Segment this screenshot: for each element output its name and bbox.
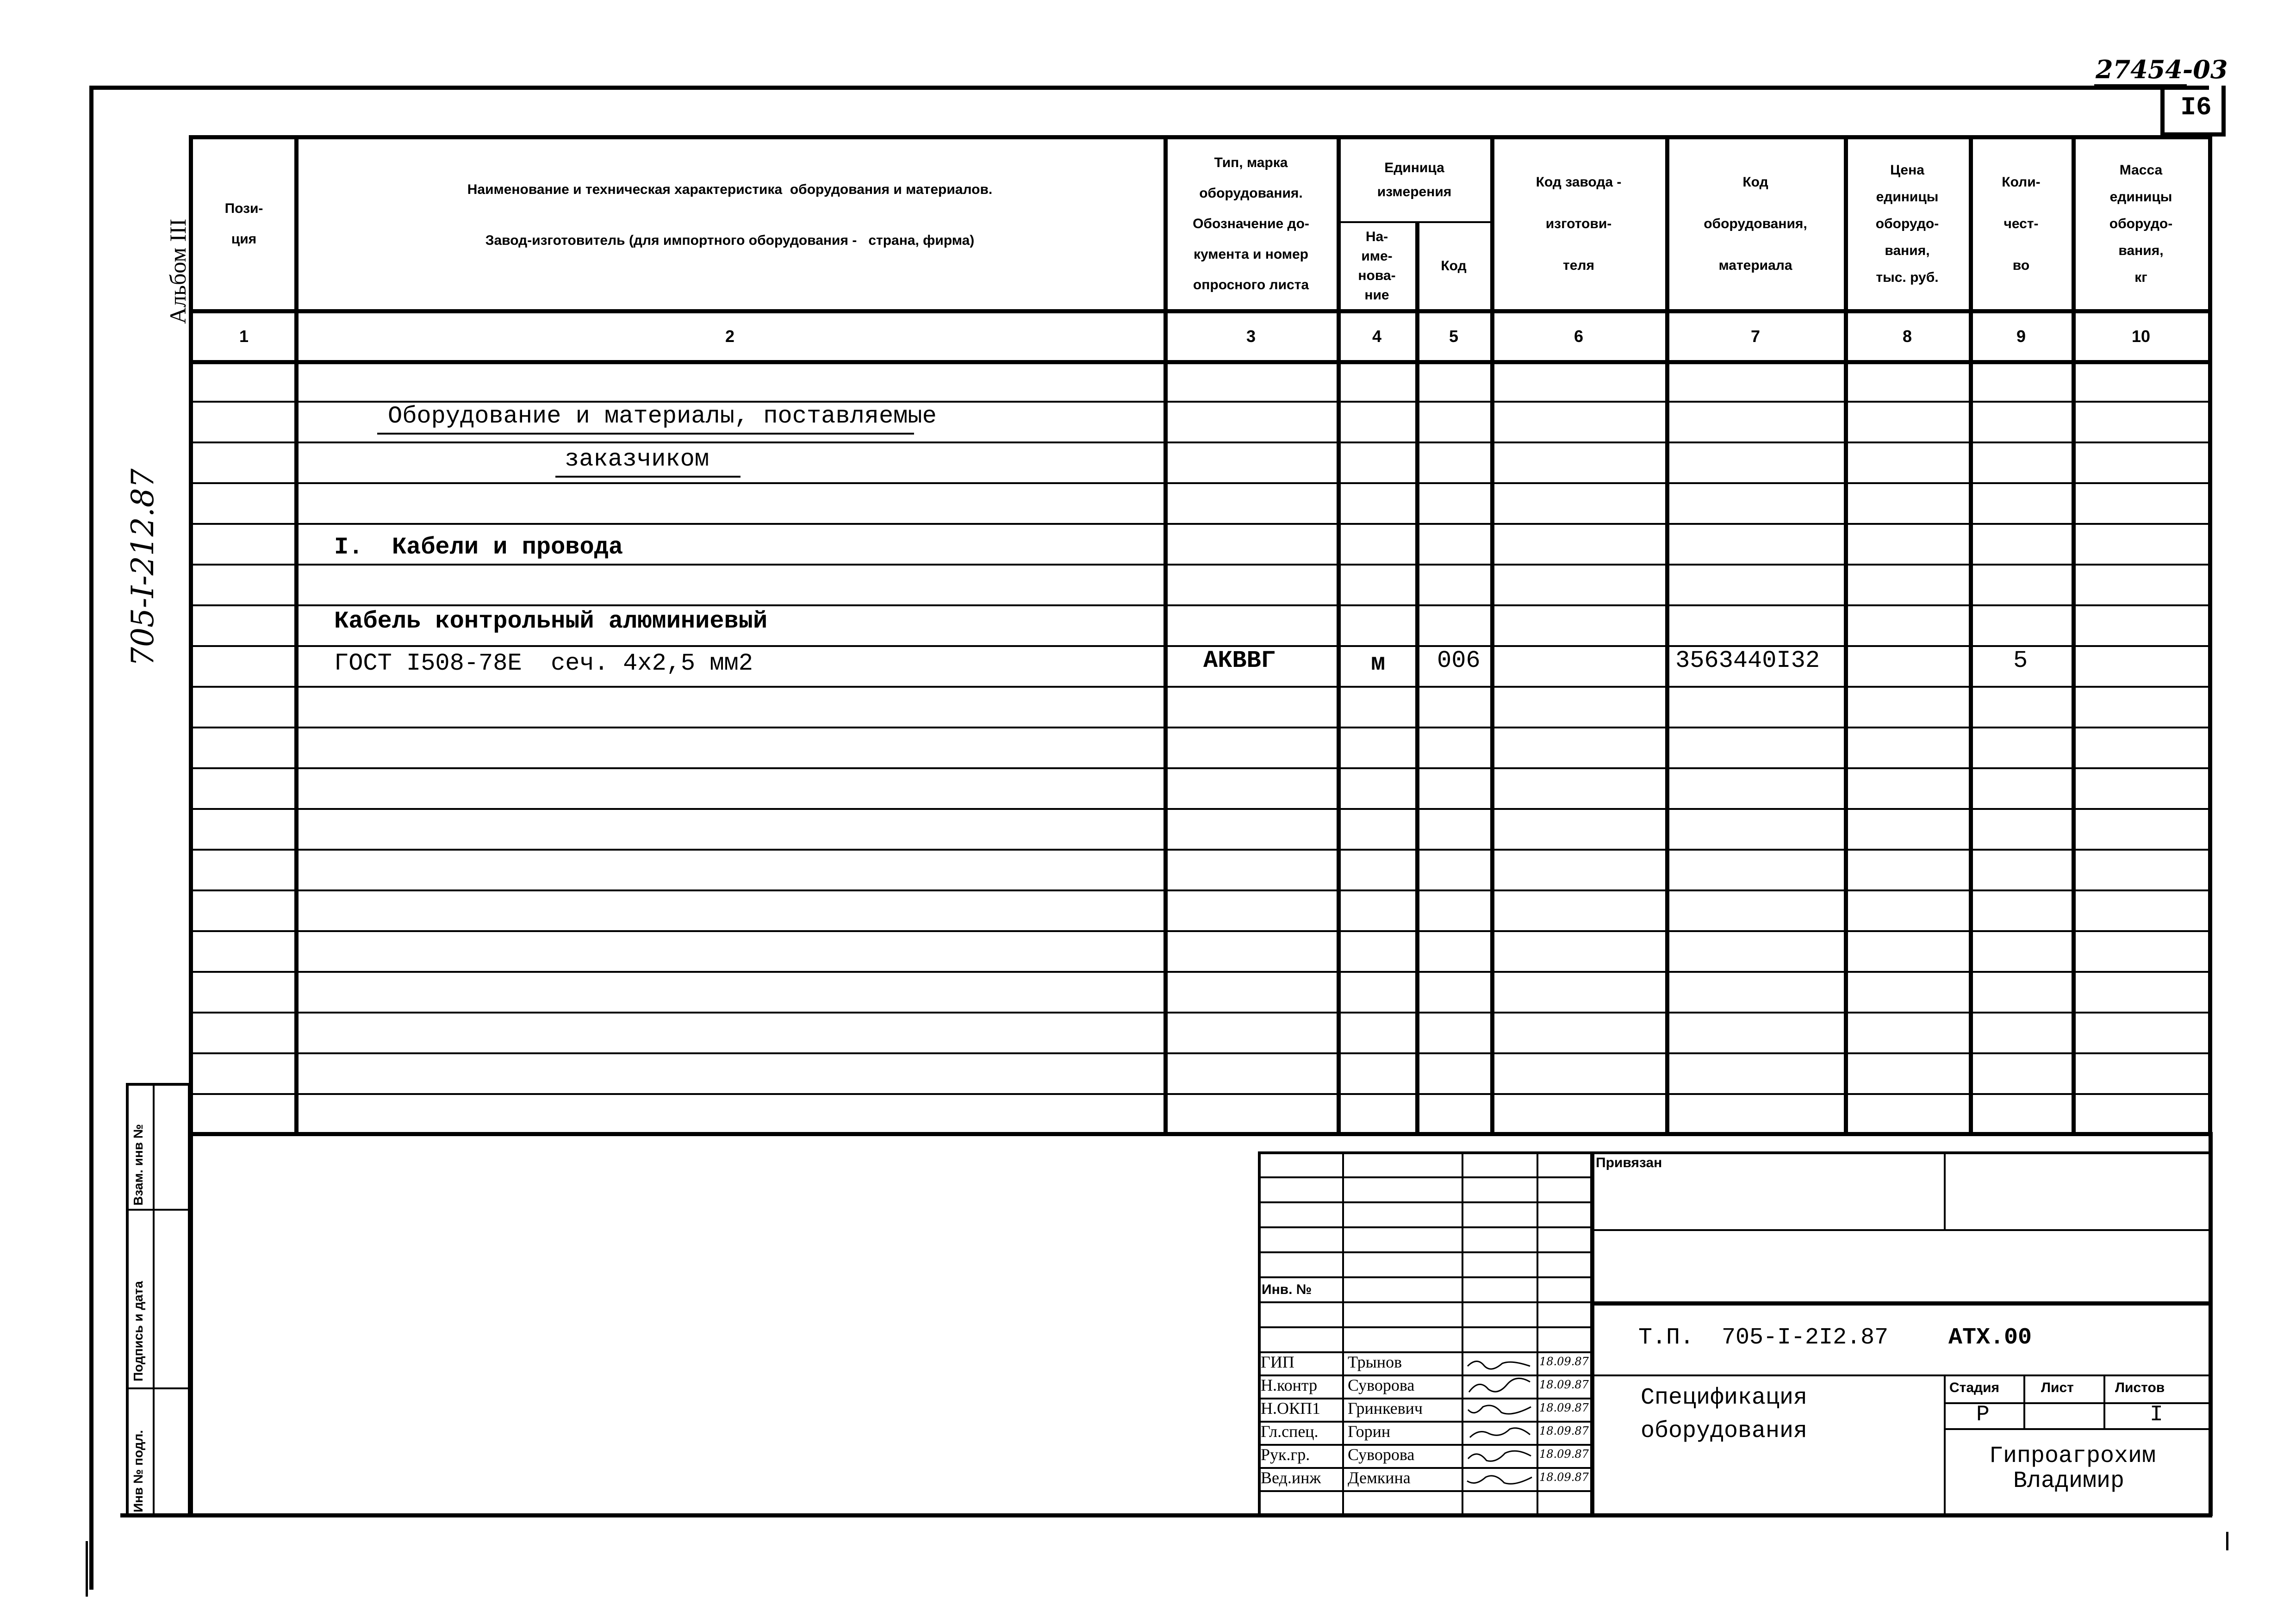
sheet-label: Лист [2041, 1380, 2074, 1395]
document-number: 27454-03 [2096, 55, 2228, 84]
frame-left-outer [89, 86, 93, 1590]
signature-role: Н.ОКП1 [1261, 1399, 1321, 1418]
stamp-podpis-data: Подпись и дата [131, 1281, 145, 1381]
tb-line-v-sheets [2103, 1374, 2105, 1428]
signature-role: Гл.спец. [1261, 1422, 1319, 1441]
stage-label: Стадия [1949, 1380, 2000, 1395]
doc-title-line1: Спецификация [1641, 1385, 1808, 1411]
sheets-label: Листов [2115, 1380, 2165, 1395]
sheets-value: I [2150, 1402, 2163, 1427]
table-row-line [189, 808, 2212, 810]
inv-no-label: Инв. № [1262, 1282, 1312, 1297]
item-type: АКВВГ [1203, 647, 1276, 674]
table-row-line [189, 971, 2212, 973]
header-type: Тип, марка оборудования. Обозначение до- кумента и номер опросного листа [1193, 155, 1309, 292]
item-unit-name: м [1371, 650, 1386, 677]
table-row-line [189, 604, 2212, 606]
header-unit-group: Единица измерения [1377, 160, 1452, 199]
signature-name: Суворова [1348, 1376, 1415, 1394]
header-price: Цена единицы оборудо- вания, тыс. руб. [1875, 162, 1939, 285]
table-row-line [189, 1093, 2212, 1095]
section-title-underline1 [377, 433, 914, 435]
tb-line-top-inner [1258, 1151, 2212, 1153]
signature-role: ГИП [1261, 1353, 1294, 1371]
table-row-line [189, 482, 2212, 484]
tb-line-v-sheet [2023, 1374, 2025, 1428]
handwritten-project-code: 705-I-212.87 [125, 468, 161, 666]
signature-name: Суворова [1348, 1445, 1415, 1464]
handwritten-signature [1465, 1468, 1535, 1490]
album-label: Альбом III [165, 218, 191, 324]
signature-name: Трынов [1348, 1353, 1402, 1371]
header-position: Пози- ция [224, 201, 263, 247]
item-equipment-code: 3563440I32 [1675, 647, 1820, 674]
column-number: 3 [1246, 327, 1256, 346]
column-number: 10 [2131, 327, 2151, 346]
table-row-line [189, 849, 2212, 851]
title-block-row-line [1258, 1351, 1590, 1353]
tb-col-d [1590, 1151, 1594, 1517]
organization-line2: Владимир [2013, 1468, 2125, 1494]
header-quantity: Коли- чест- во [2002, 174, 2041, 273]
handwritten-signature [1465, 1422, 1535, 1444]
title-block-row-line [1258, 1301, 1590, 1303]
column-number-line [189, 360, 2212, 364]
column-number: 8 [1902, 327, 1912, 346]
tb-col-a [1342, 1151, 1344, 1517]
header-name-line2: Завод-изготовитель (для импортного оборудования - страна, фирма) [485, 233, 975, 248]
signature-name: Гринкевич [1348, 1399, 1423, 1418]
table-row-line [189, 564, 2212, 566]
table-row-line [189, 1012, 2212, 1014]
organization-line1: Гипроагрохим [1989, 1443, 2156, 1469]
table-row-line [189, 645, 2212, 647]
signature-date: 18.09.87 [1539, 1471, 1589, 1484]
frame-top [89, 86, 2209, 90]
signature-date: 18.09.87 [1539, 1401, 1589, 1414]
signature-role: Н.контр [1261, 1376, 1318, 1394]
designation: Т.П. 705-I-2I2.87 [1638, 1325, 1889, 1351]
tb-line-v-stage [1944, 1374, 1946, 1517]
table-row-line [189, 686, 2212, 688]
frame-right [2221, 86, 2226, 137]
column-number: 4 [1372, 327, 1382, 346]
tb-col-c [1537, 1151, 1538, 1517]
tb-line-h1 [1590, 1229, 2212, 1231]
stage-value: Р [1976, 1402, 1990, 1427]
privyazan-label: Привязан [1596, 1155, 1662, 1170]
handwritten-signature [1465, 1445, 1535, 1467]
side-stamp-h2 [126, 1387, 191, 1389]
header-name-line1: Наименование и техническая характеристика оборудования и материалов. [467, 182, 993, 197]
item-unit-code: 006 [1437, 647, 1481, 674]
tb-line-h5 [1944, 1428, 2212, 1430]
table-row-line [189, 442, 2212, 443]
subsection-title: I. Кабели и провода [334, 534, 623, 561]
title-block-row-line [1258, 1490, 1590, 1492]
section-title-line1: Оборудование и материалы, поставляемые [388, 403, 937, 430]
table-row-line [189, 727, 2212, 728]
tb-privyazan-divider [1944, 1151, 1946, 1230]
title-block-row-line [1258, 1326, 1590, 1328]
header-equipment-code: Код оборудования, материала [1704, 174, 1807, 273]
section-title-underline2 [555, 476, 740, 478]
side-stamp-divider [153, 1083, 155, 1517]
column-number: 2 [725, 327, 735, 346]
title-block-row-line [1258, 1276, 1590, 1278]
column-number: 1 [239, 327, 249, 346]
item-quantity: 5 [2013, 647, 2028, 674]
handwritten-signature [1465, 1375, 1535, 1398]
signature-name: Демкина [1348, 1468, 1411, 1487]
signature-date: 18.09.87 [1539, 1355, 1589, 1368]
tb-line-h2 [1590, 1301, 2212, 1306]
sheet-number: I6 [2180, 93, 2212, 122]
table-row-line [189, 889, 2212, 891]
table-row-line [189, 523, 2212, 525]
section-title-line2: заказчиком [565, 446, 709, 473]
signature-role: Рук.гр. [1261, 1445, 1310, 1464]
header-unit-name: На- име- нова- ние [1358, 229, 1396, 303]
header-unit-code: Код [1441, 258, 1467, 274]
doc-title-line2: оборудования [1641, 1418, 1808, 1444]
title-block-row-line [1258, 1176, 1590, 1178]
column-number: 9 [2016, 327, 2026, 346]
col-line-1 [294, 135, 299, 1136]
header-factory-code: Код завода - изготови- теля [1536, 174, 1622, 273]
item-name-line2: ГОСТ I508-78Е сеч. 4х2,5 мм2 [334, 650, 753, 677]
title-block-row-line [1258, 1201, 1590, 1203]
document-code: АТХ.00 [1948, 1325, 2032, 1351]
table-row-line [189, 767, 2212, 769]
signature-role: Вед.инж [1261, 1468, 1321, 1487]
edge-mark-left [86, 1541, 88, 1597]
tb-line-h3 [1590, 1374, 2212, 1376]
column-number: 7 [1750, 327, 1761, 346]
title-block-row-line [1258, 1251, 1590, 1253]
title-block-row-line [1258, 1226, 1590, 1228]
table-row-line [189, 1052, 2212, 1054]
header-mass: Масса единицы оборудо- вания, кг [2109, 162, 2173, 285]
signature-date: 18.09.87 [1539, 1448, 1589, 1461]
table-row-line [189, 930, 2212, 932]
handwritten-signature [1465, 1399, 1535, 1421]
signature-date: 18.09.87 [1539, 1424, 1589, 1437]
signature-name: Горин [1348, 1422, 1391, 1441]
drawing-frame-line [189, 1132, 2212, 1136]
stamp-inv-podl: Инв № подл. [131, 1430, 145, 1512]
column-number: 6 [1574, 327, 1584, 346]
handwritten-signature [1465, 1352, 1535, 1374]
side-stamp-h1 [126, 1209, 191, 1211]
item-name-line1: Кабель контрольный алюминиевый [334, 608, 768, 635]
column-number: 5 [1449, 327, 1459, 346]
stamp-vzam-inv: Взам. инв № [131, 1124, 145, 1206]
signature-date: 18.09.87 [1539, 1378, 1589, 1391]
tb-col-b [1462, 1151, 1463, 1517]
edge-mark-right [2226, 1532, 2228, 1550]
